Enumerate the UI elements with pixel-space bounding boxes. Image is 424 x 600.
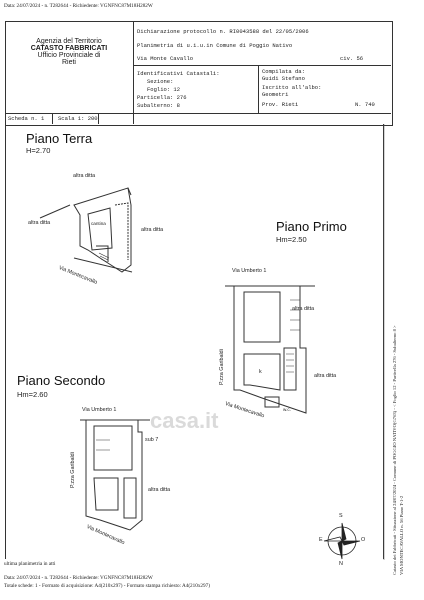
- side-stamp-2: VIA MONTECAVALLO n. 56 Piano T-1-2: [399, 495, 404, 575]
- planimetry-text: Planimetria di u.i.u.in Comune di Poggio Nativo: [137, 42, 293, 49]
- label-altra-ditta-first-1: altra ditta: [292, 306, 315, 312]
- label-altra-ditta-first-2: altra ditta: [314, 373, 337, 379]
- sezione-text: Sezione:: [147, 78, 174, 85]
- compass-e: E: [319, 537, 323, 543]
- label-altra-ditta-second: altra ditta: [148, 487, 171, 493]
- agency-name: Agenzia del Territorio: [36, 38, 102, 45]
- request-stamp: Data: 24/07/2024 - n. T282644 - Richiedente: VGNFNC87M18H282W: [4, 3, 153, 9]
- label-via-umberto-second: Via Umberto 1: [82, 407, 117, 413]
- label-altra-ditta-2: altra ditta: [28, 220, 51, 226]
- scheda-text: Scheda n. 1: [8, 115, 45, 122]
- label-via-montecavallo-second: Via Montecavallo: [85, 524, 126, 547]
- compass-rose: [324, 523, 360, 559]
- label-altra-ditta-3: altra ditta: [141, 227, 164, 233]
- first-floor-height: Hm=2.50: [276, 235, 307, 244]
- compiled-name: Guidi Stefano: [262, 75, 305, 82]
- label-altra-ditta-1: altra ditta: [73, 173, 96, 179]
- compass-n: S: [339, 513, 343, 519]
- first-floor-title: Piano Primo: [276, 219, 347, 234]
- label-wc: w.c.: [283, 407, 291, 412]
- declaration-text: Dichiarazione protocollo n. RI0043588 del 22/05/2006: [137, 28, 309, 35]
- ground-floor-height: H=2.70: [26, 146, 51, 155]
- compass-s: N: [339, 561, 343, 567]
- second-floor-plan: [80, 420, 150, 530]
- label-via-umberto-first: Via Umberto 1: [232, 268, 267, 274]
- label-via-montecavallo-first: Via Montecavallo: [224, 401, 265, 420]
- side-stamp: Catasto dei Fabbricati - Situazione al 24/07/2024 - Comune di POGGIO NATIVO(G763) - < Foglio 12 - Particella 276 - Subalterno 8 >: [392, 325, 397, 575]
- label-pzza-garibaldi-second: P.zza Garibaldi: [70, 452, 76, 488]
- prov-text: Prov. Rieti: [262, 101, 299, 108]
- bottom-line-2: Data: 24/07/2024 - n. T282644 - Richiedente: VGNFNC87M18H282W: [4, 575, 153, 581]
- compiled-label: Compilata da:: [262, 68, 305, 75]
- ground-floor-title: Piano Terra: [26, 131, 93, 146]
- label-k: k: [259, 369, 262, 375]
- ground-floor-plan: [40, 188, 132, 272]
- subalterno-text: Subalterno: 8: [137, 102, 180, 109]
- label-sub7: sub 7: [145, 437, 159, 443]
- agency-catasto: CATASTO FABBRICATI: [30, 45, 108, 52]
- civ-text: civ. 56: [340, 55, 364, 62]
- watermark-logo: casa.it: [150, 408, 219, 433]
- registered-value: Geometri: [262, 91, 289, 98]
- label-pzza-garibaldi-first: P.zza Garibaldi: [219, 349, 225, 385]
- identifiers-title: Identificativi Catastali:: [137, 70, 220, 77]
- scala-text: Scala 1: 200: [58, 115, 98, 122]
- second-floor-title: Piano Secondo: [17, 373, 106, 388]
- agency-city: Rieti: [61, 59, 76, 66]
- foglio-text: Foglio: 12: [147, 86, 181, 93]
- bottom-line-1: ultima planimetria in atti: [4, 561, 56, 567]
- address-text: Via Monte Cavallo: [137, 55, 194, 62]
- particella-text: Particella: 276: [137, 94, 187, 101]
- number-text: N. 740: [355, 101, 375, 108]
- label-via-montecavallo-ground: Via Montecavallo: [57, 265, 98, 286]
- agency-office: Ufficio Provinciale di: [37, 52, 101, 59]
- label-cantina: cantina: [91, 221, 106, 226]
- second-floor-height: Hm=2.60: [17, 390, 48, 399]
- registered-label: Iscritto all'albo:: [262, 84, 322, 91]
- bottom-line-3: Totale schede: 1 - Formato di acquisizione: A4(210x297) - Formato stampa richiesto: A4(210x297): [4, 583, 210, 589]
- compass-o: O: [361, 537, 366, 543]
